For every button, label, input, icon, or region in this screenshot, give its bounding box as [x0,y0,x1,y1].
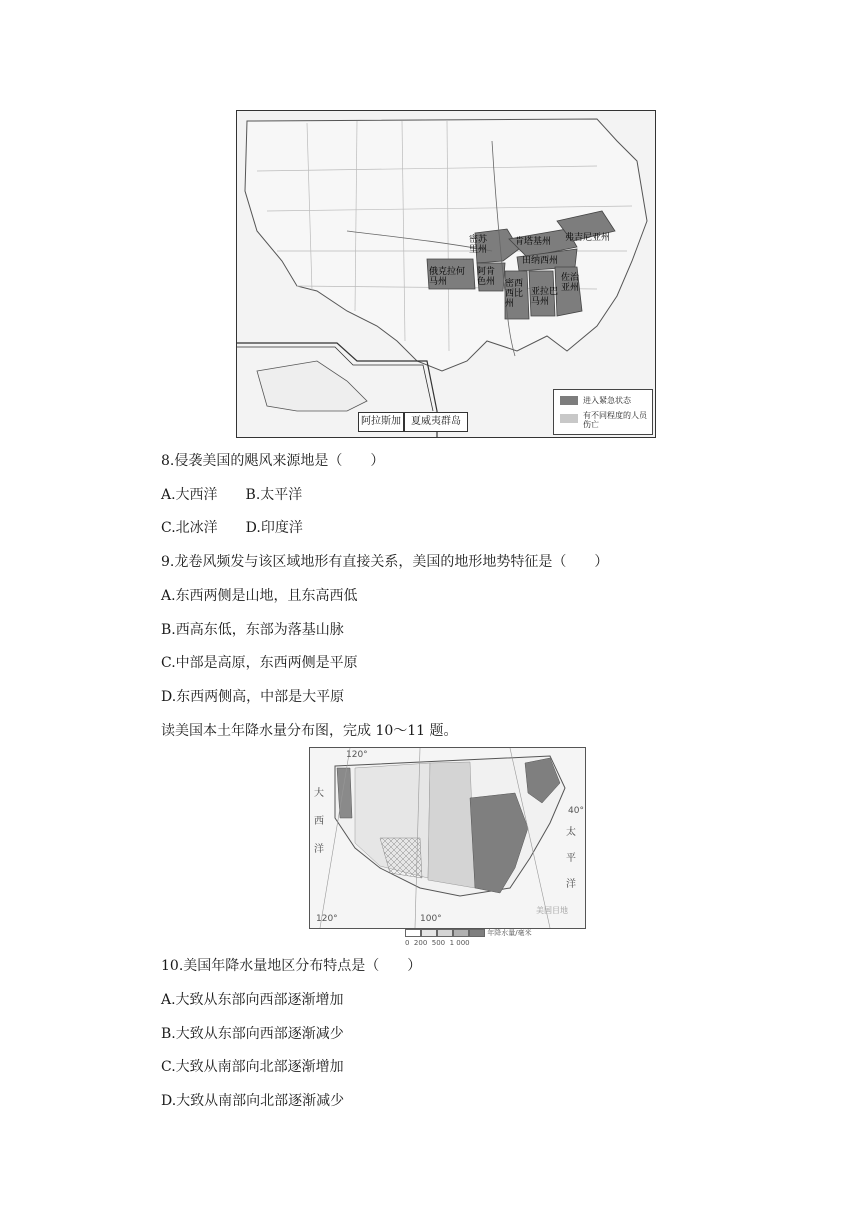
state-label-alabama: 亚拉巴马州 [531,287,559,307]
state-label-oklahoma: 俄克拉何马州 [429,267,466,287]
precipitation-scale [405,928,532,947]
scale-value: 1 000 [449,939,470,947]
lon-label: 120° [316,914,338,924]
watermark: 美国目地 [536,906,568,915]
state-label-missouri: 密苏里州 [469,235,488,255]
question-10-option: C.大致从南部向北部逐渐增加 [161,1059,344,1075]
state-label-tennessee: 田纳西州 [522,256,559,266]
scale-swatch [453,929,469,937]
lat-label: 40° [568,806,584,816]
question-10-option: A.大致从东部向西部逐渐增加 [161,992,344,1008]
scale-swatch [421,929,437,937]
lon-label: 120° [346,750,368,760]
question-10-option: D.大致从南部向北部逐渐减少 [161,1093,345,1109]
question-9-stem: 9.龙卷风频发与该区域地形有直接关系，美国的地形地势特征是（ ） [161,554,609,570]
question-8-stem: 8.侵袭美国的飓风来源地是（ ） [161,453,385,469]
question-10-stem: 10.美国年降水量地区分布特点是（ ） [161,958,422,974]
lon-label: 100° [420,914,442,924]
map-legend [553,389,653,435]
scale-swatch [437,929,453,937]
question-8-option-line: C.北冰洋 D.印度洋 [161,520,303,536]
scale-title: 年降水量/毫米 [487,929,532,937]
scale-value: 500 [431,939,446,947]
precipitation-map-drawing [310,748,585,928]
ocean-label-right: 太平洋 [566,827,576,890]
legend-text-emergency: 进入紧急状态 [583,396,631,405]
state-label-virginia: 弗吉尼亚州 [565,233,611,243]
precipitation-map [309,747,586,929]
question-9-option: B.西高东低，东部为落基山脉 [161,622,344,638]
question-8-option-line: A.大西洋 B.太平洋 [161,487,303,503]
state-label-mississippi: 密西西比州 [505,279,524,309]
legend-text-casualties: 有不同程度的人员伤亡 [583,411,647,429]
inset-label-hawaii: 夏威夷群岛 [404,412,468,432]
scale-value: 200 [413,939,428,947]
question-9-option: A.东西两侧是山地，且东高西低 [161,588,358,604]
scale-value: 0 [405,939,410,947]
state-label-kentucky: 肯塔基州 [515,237,552,247]
question-9-option: D.东西两侧高，中部是大平原 [161,689,345,705]
question-9-option: C.中部是高原，东西两侧是平原 [161,655,358,671]
legend-swatch-emergency [560,396,578,405]
state-label-georgia: 佐治亚州 [561,273,580,293]
legend-swatch-casualties [560,414,578,423]
scale-swatch [469,929,485,937]
section-intro: 读美国本土年降水量分布图，完成 10～11 题。 [161,723,458,739]
scale-swatch [405,929,421,937]
question-10-option: B.大致从东部向西部逐渐减少 [161,1026,344,1042]
ocean-label-left: 大西洋 [314,788,324,855]
inset-label-alaska: 阿拉斯加 [358,412,404,432]
state-label-arkansas: 阿肯色州 [477,267,496,287]
